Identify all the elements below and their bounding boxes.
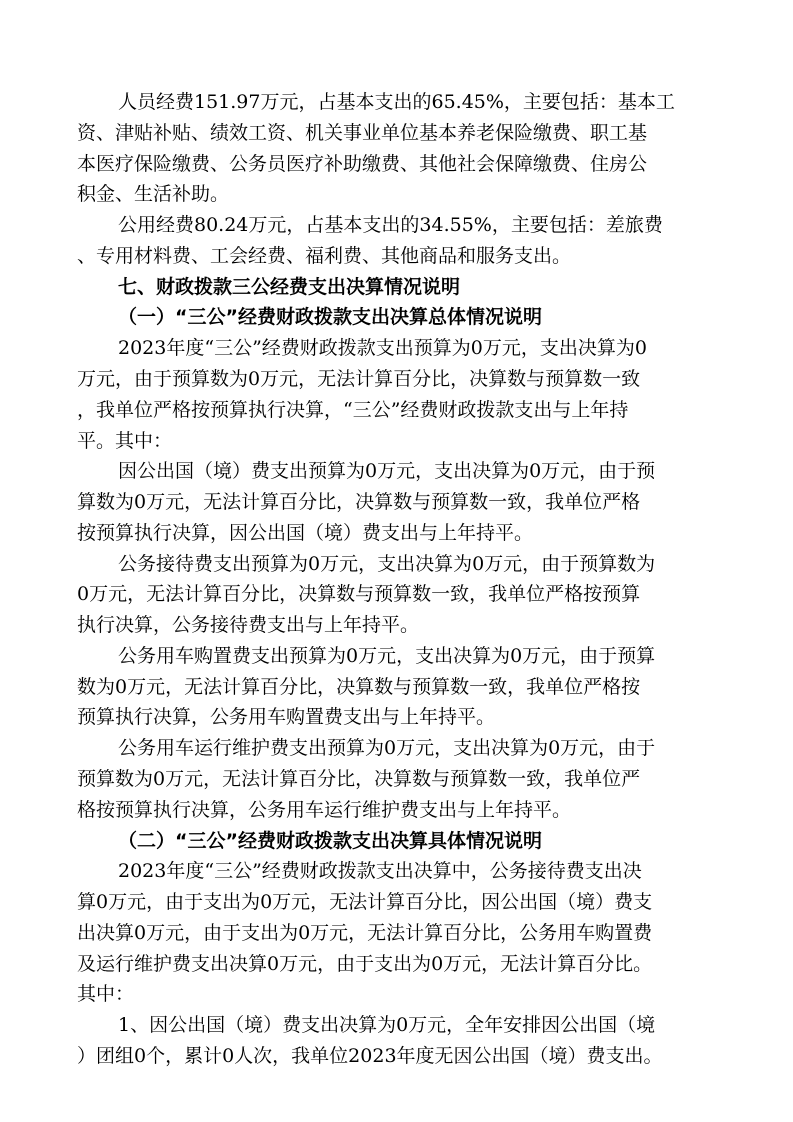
paragraph-line: 及运行维护费支出决算0万元，由于支出为0万元，无法计算百分比。 bbox=[77, 953, 653, 975]
subsection-heading: （二）“三公”经费财政拨款支出决算具体情况说明 bbox=[118, 830, 542, 852]
paragraph-line: 预算执行决算，公务用车购置费支出与上年持平。 bbox=[77, 706, 496, 728]
paragraph-line: 公务用车购置费支出预算为0万元，支出决算为0万元，由于预算 bbox=[118, 645, 656, 667]
paragraph-line: 算0万元，由于支出为0万元，无法计算百分比，因公出国（境）费支 bbox=[77, 891, 653, 913]
paragraph-line: 1、因公出国（境）费支出决算为0万元，全年安排因公出国（境 bbox=[118, 1014, 656, 1036]
paragraph-line: 万元，由于预算数为0万元，无法计算百分比，决算数与预算数一致 bbox=[77, 368, 641, 390]
paragraph-line: ，我单位严格按预算执行决算，“三公”经费财政拨款支出与上年持 bbox=[77, 399, 629, 421]
paragraph-line: 公务用车运行维护费支出预算为0万元，支出决算为0万元，由于 bbox=[118, 737, 656, 759]
paragraph-line: 预算数为0万元，无法计算百分比，决算数与预算数一致，我单位严 bbox=[77, 768, 641, 790]
paragraph-line: 公务接待费支出预算为0万元，支出决算为0万元，由于预算数为 bbox=[118, 553, 656, 575]
paragraph-line: 资、津贴补贴、绩效工资、机关事业单位基本养老保险缴费、职工基 bbox=[77, 122, 648, 144]
paragraph-line: 平。其中： bbox=[77, 430, 173, 452]
paragraph-line: 算数为0万元，无法计算百分比，决算数与预算数一致，我单位严格 bbox=[77, 491, 641, 513]
paragraph-line: 执行决算，公务接待费支出与上年持平。 bbox=[77, 614, 420, 636]
subsection-heading: （一）“三公”经费财政拨款支出决算总体情况说明 bbox=[118, 306, 542, 328]
paragraph-line: 因公出国（境）费支出预算为0万元，支出决算为0万元，由于预 bbox=[118, 460, 656, 482]
paragraph-line: 人员经费151.97万元，占基本支出的65.45%，主要包括：基本工 bbox=[118, 91, 675, 113]
section-heading: 七、财政拨款三公经费支出决算情况说明 bbox=[118, 276, 461, 298]
paragraph-line: 公用经费80.24万元，占基本支出的34.55%，主要包括：差旅费 bbox=[118, 214, 663, 236]
paragraph-line: 2023年度“三公”经费财政拨款支出决算中，公务接待费支出决 bbox=[118, 860, 642, 882]
paragraph-line: 数为0万元，无法计算百分比，决算数与预算数一致，我单位严格按 bbox=[77, 676, 641, 698]
paragraph-line: 其中： bbox=[77, 983, 135, 1005]
paragraph-line: 出决算0万元，由于支出为0万元，无法计算百分比，公务用车购置费 bbox=[77, 922, 653, 944]
paragraph-line: 积金、生活补助。 bbox=[77, 183, 230, 205]
paragraph-line: 2023年度“三公”经费财政拨款支出预算为0万元，支出决算为0 bbox=[118, 337, 647, 359]
paragraph-line: 0万元，无法计算百分比，决算数与预算数一致，我单位严格按预算 bbox=[77, 583, 641, 605]
paragraph-line: ）团组0个，累计0人次，我单位2023年度无因公出国（境）费支出。 bbox=[77, 1045, 663, 1067]
paragraph-line: 格按预算执行决算，公务用车运行维护费支出与上年持平。 bbox=[77, 799, 572, 821]
paragraph-line: 按预算执行决算，因公出国（境）费支出与上年持平。 bbox=[77, 522, 534, 544]
paragraph-line: 、专用材料费、工会经费、福利费、其他商品和服务支出。 bbox=[77, 245, 572, 267]
paragraph-line: 本医疗保险缴费、公务员医疗补助缴费、其他社会保障缴费、住房公 bbox=[77, 153, 648, 175]
